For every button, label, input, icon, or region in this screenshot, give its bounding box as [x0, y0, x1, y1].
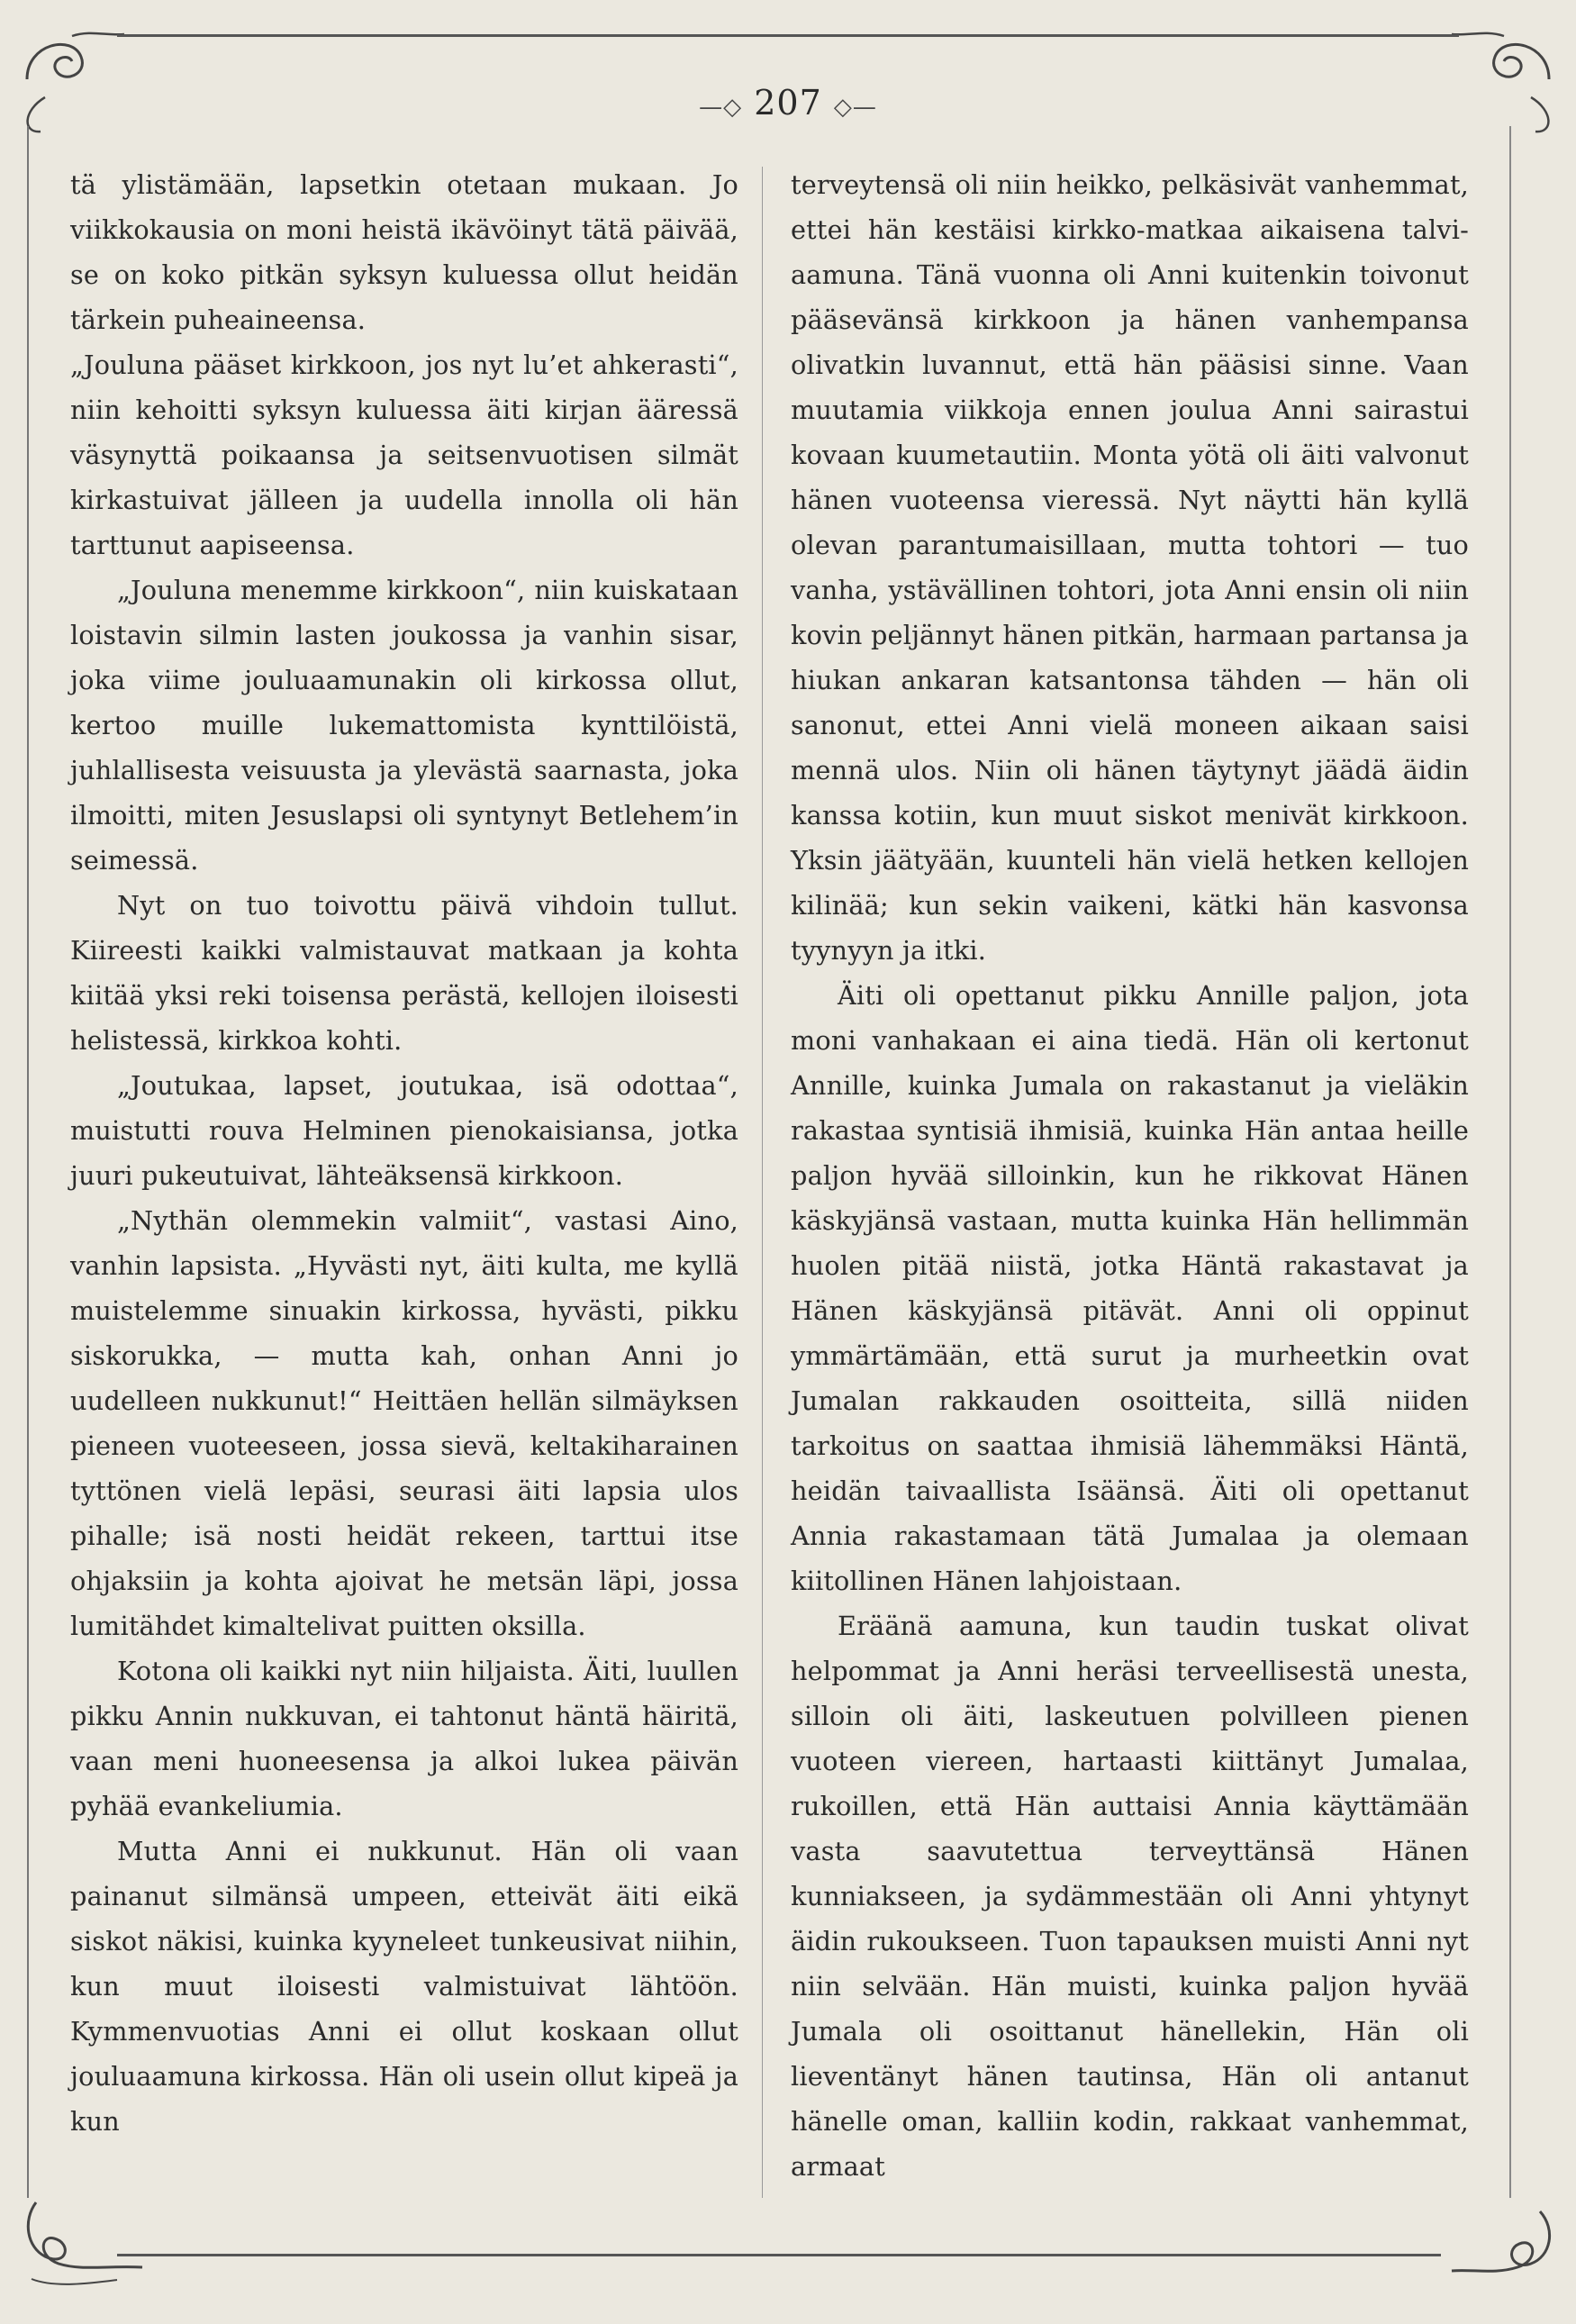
page-number-left-flank: —◇ — [699, 94, 743, 121]
left-column — [70, 162, 738, 2144]
page-number: 207 — [754, 83, 822, 123]
paragraph: „Joutukaa, lapset, joutukaa, isä odottaa“, muistutti rouva Helminen pienokaisiansa, jotka juuri pukeutuivat, lähteäksensä kirkkoon. — [70, 1070, 738, 1191]
page-number-header — [0, 83, 1576, 123]
paragraph: Mutta Anni ei nukkunut. Hän oli vaan painanut silmänsä umpeen, etteivät äiti eikä siskot näkisi, kuinka kyyneleet tunkeusivat niihin, kun muut iloisesti valmistuivat lähtöön. Kymmenvuotias Anni ei ollut koskaan ollut jouluaamuna kirkossa. Hän oli usein ollut kipeä ja kun — [70, 1836, 738, 2137]
paragraph: Nyt on tuo toivottu päivä vihdoin tullut. Kiireesti kaikki valmistauvat matkaan ja kohta kiitää yksi reki toisensa perästä, kellojen iloisesti helistessä, kirkkoa kohti. — [70, 890, 738, 1056]
page-number-right-flank: ◇— — [833, 94, 877, 121]
paragraph: tä ylistämään, lapsetkin otetaan mukaan. Jo viikkokausia on moni heistä ikävöinyt tätä päivää, se on koko pitkän syksyn kuluessa ollut heidän tärkein puheaineensa. — [70, 169, 738, 335]
paragraph: Äiti oli opettanut pikku Annille paljon, jota moni vanhakaan ei aina tiedä. Hän oli kertonut Annille, kuinka Jumala on rakastanut ja vieläkin rakastaa syntisiä ihmisiä, kuinka Hän antaa heille paljon hyvää silloinkin, kun he rikkovat Hänen käskyjänsä vastaan, mutta kuinka Hän hellimmän huolen pitää niistä, jotka Häntä rakastavat ja Hänen käskyjänsä pitävät. Anni oli oppinut ymmärtämään, että surut ja murheetkin ovat Jumalan rakkauden osoitteita, sillä niiden tarkoitus on saattaa ihmisiä lähemmäksi Häntä, heidän taivaallista Isäänsä. Äiti oli opettanut Annia rakastamaan tätä Jumalaa ja olemaan kiitollinen Hänen lahjoistaan. — [791, 980, 1469, 1596]
paragraph: „Nythän olemmekin valmiit“, vastasi Aino, vanhin lapsista. „Hyvästi nyt, äiti kulta, me kyllä muistelemme sinuakin kirkossa, hyvästi, pikku siskorukka, — mutta kah, onhan Anni jo uudelleen nukkunut!“ Heittäen hellän silmäyksen pieneen vuoteeseen, jossa sievä, keltakiharainen tyttönen vielä lepäsi, seurasi äiti lapsia ulos pihalle; isä nosti heidät rekeen, tarttui itse ohjaksiin ja kohta ajoivat he metsän läpi, jossa lumitähdet kimaltelivat puitten oksilla. — [70, 1205, 738, 1641]
paragraph: Eräänä aamuna, kun taudin tuskat olivat helpommat ja Anni heräsi terveellisestä unesta, silloin oli äiti, laskeutuen polvilleen pienen vuoteen viereen, hartaasti kiittänyt Jumalaa, rukoillen, että Hän auttaisi Annia käyttämään vasta saavutettua terveyttänsä Hänen kunniakseen, ja sydämmestään oli Anni yhtynyt äidin rukoukseen. Tuon tapauksen muisti Anni nyt niin selvään. Hän muisti, kuinka paljon hyvää Jumala oli osoittanut hänellekin, Hän oli lieventänyt hänen tautinsa, Hän oli antanut hänelle oman, kalliin kodin, rakkaat vanhemmat, armaat — [791, 1611, 1469, 2182]
corner-ornament-bottom-left — [18, 2193, 144, 2292]
left-rule — [27, 126, 29, 2198]
corner-ornament-bottom-right — [1450, 2193, 1558, 2292]
top-rule — [117, 34, 1459, 37]
paragraph: „Jouluna pääset kirkkoon, jos nyt lu’et ahkerasti“, niin kehoitti syksyn kuluessa äiti kirjan ääressä väsynyttä poikaansa ja seitsenvuotisen silmät kirkastuivat jälleen ja uudella innolla oli hän tarttunut aapiseensa. — [70, 350, 738, 560]
paragraph: „Jouluna menemme kirkkoon“, niin kuiskataan loistavin silmin lasten joukossa ja vanhin sisar, joka viime jouluaamunakin oli kirkossa ollut, kertoo muille lukemattomista kynttilöistä, juhlallisesta veisuusta ja ylevästä saarnasta, joka ilmoitti, miten Jesuslapsi oli syntynyt Betlehem’in seimessä. — [70, 575, 738, 876]
bottom-rule — [117, 2254, 1441, 2256]
column-divider — [762, 167, 763, 2198]
paragraph: Kotona oli kaikki nyt niin hiljaista. Äiti, luullen pikku Annin nukkuvan, ei tahtonut häntä häiritä, vaan meni huoneesensa ja alkoi lukea päivän pyhää evankeliumia. — [70, 1656, 738, 1821]
paragraph: terveytensä oli niin heikko, pelkäsivät vanhemmat, ettei hän kestäisi kirkko-matkaa aikaisena talvi-aamuna. Tänä vuonna oli Anni kuitenkin toivonut pääsevänsä kirkkoon ja hänen vanhempansa olivatkin luvannut, että hän pääsisi sinne. Vaan muutamia viikkoja ennen joulua Anni sairastui kovaan kuumetautiin. Monta yötä oli äiti valvonut hänen vuoteensa vieressä. Nyt näytti hän kyllä olevan parantumaisillaan, mutta tohtori — tuo vanha, ystävällinen tohtori, jota Anni ensin oli niin kovin peljännyt hänen pitkän, harmaan partansa ja hiukan ankaran katsantonsa tähden — hän oli sanonut, ettei Anni vielä moneen aikaan saisi mennä ulos. Niin oli hänen täytynyt jäädä äidin kanssa kotiin, kun muut siskot menivät kirkkoon. Yksin jäätyään, kuunteli hän vielä hetken kellojen kilinää; kun sekin vaikeni, kätki hän kasvonsa tyynyyn ja itki. — [791, 169, 1469, 966]
right-column — [791, 162, 1469, 2189]
right-rule — [1509, 126, 1511, 2198]
